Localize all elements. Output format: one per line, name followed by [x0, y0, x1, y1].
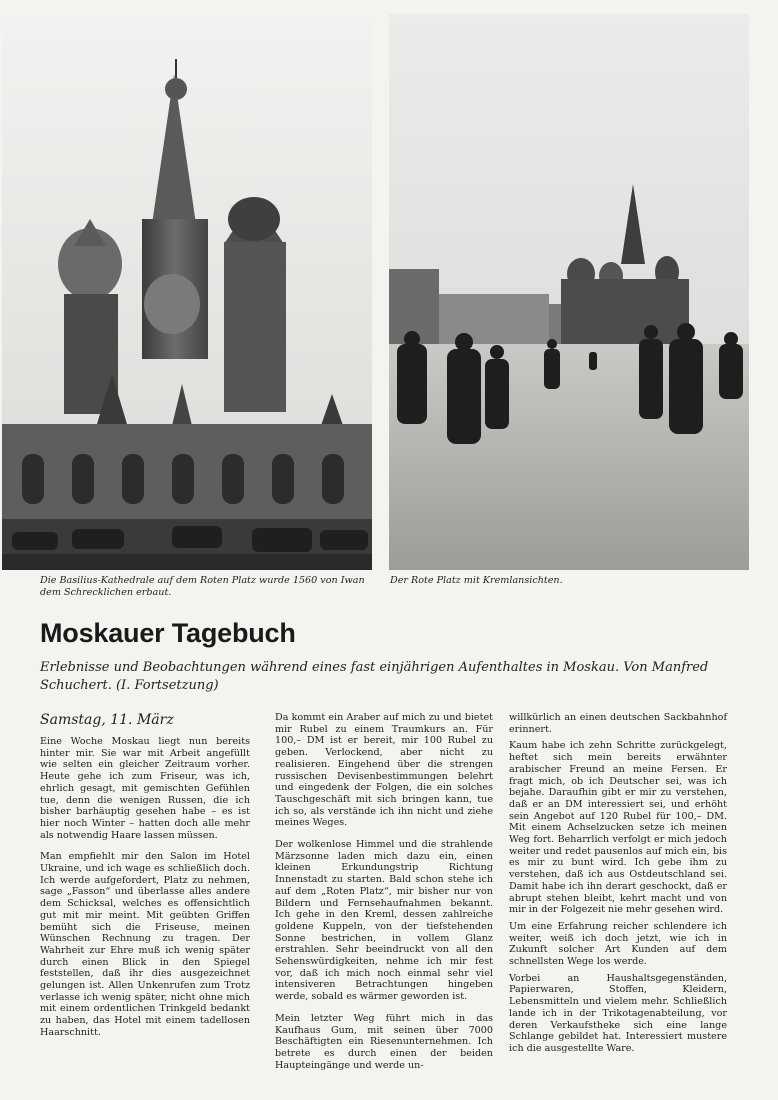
paragraph: Man empfiehlt mir den Salon im Hotel Ukraine, und ich wage es schließlich doch. Ich werde aufgefordert, Platz zu nehmen, sage „Fasson“ und überlasse alles andere dem Schicksal, welches es offensichtlich gut mit mir meint. Mit geübten Griffen bemüht sich die Friseuse, meinen Wünschen Rechnung zu tragen. Der Wahrheit zur Ehre muß ich wenig später durch einen Blick in den Spiegel feststellen, daß ihr dies ausgezeichnet gelungen ist. Allen Unkenrufen zum Trotz verlasse ich wenig später, nicht ohne mich mit einem ordentlichen Trinkgeld bedankt zu haben, das Hotel mit einem tadellosen Haarschnitt.: [40, 851, 250, 1038]
cathedral-photo-icon: [2, 14, 372, 570]
article-title: Moskauer Tagebuch: [40, 618, 296, 648]
red-square-photo-icon: [389, 14, 749, 570]
paragraph: Um eine Erfahrung reicher schlendere ich weiter, weiß ich doch jetzt, wie ich in Zukunft solcher Art Kunden auf dem schnellsten Wege los werde.: [509, 920, 727, 968]
paragraph: Da kommt ein Araber auf mich zu und bietet mir Rubel zu einem Traumkurs an. Für 100,– DM ist er bereit, mir 100 Rubel zu geben. Verlockend, aber nicht zu realisieren. Eingehend über die strengen russischen Devisenbestimmungen belehrt und eingedenk der Folgen, die ein solches Tauschgeschäft mit sich bringen kann, tue ich so, als verstände ich ihn nicht und ziehe meines Weges.: [275, 712, 493, 829]
paragraph: Kaum habe ich zehn Schritte zurückgelegt, heftet sich mein bereits erwähnter arabischer Freund an meine Fersen. Er fragt mich, ob ich Deutscher sei, was ich bejahe. Daraufhin gibt er mir zu verstehen, daß er an DM interessiert sei, und erhöht sein Angebot auf 120 Rubel für 100,– DM. Mit einem Achselzucken setze ich meinen Weg fort. Beharrlich verfolgt er mich jedoch weiter und redet pausenlos auf mich ein, bis es mir zu bunt wird. Ich gebe ihm zu verstehen, daß ich aus Ostdeutschland sei. Damit habe ich ihn derart geschockt, daß er abrupt stehen bleibt, kehrt macht und von mir in der Folgezeit nie mehr gesehen wird.: [509, 740, 727, 916]
paragraph: willkürlich an einen deutschen Sackbahnhof erinnert.: [509, 712, 727, 735]
caption-red-square: Der Rote Platz mit Kremlansichten.: [390, 575, 563, 586]
red-square-photo: [389, 14, 749, 570]
text-column-3: [509, 712, 727, 1060]
paragraph: Vorbei an Haushaltsgegenständen, Papierwaren, Stoffen, Kleidern, Lebensmitteln und vielem mehr. Schließlich lande ich in der Trikotagenabteilung, vor deren Verkaufstheke sich eine lange Schlange gebildet hat. Interessiert mustere ich die ausgestellte Ware.: [509, 972, 727, 1054]
text-column-1: [40, 712, 250, 1049]
dateline: Samstag, 11. März: [40, 712, 174, 728]
paragraph: Mein letzter Weg führt mich in das Kaufhaus Gum, mit seinen über 7000 Beschäftigten ein Riesenunternehmen. Ich betrete es durch einen der beiden Haupteingänge und werde un-: [275, 1012, 493, 1071]
article-subtitle: Erlebnisse und Beobachtungen während eines fast einjährigen Aufenthaltes in Moskau. Von Manfred Schuchert. (I. Fortsetzung): [40, 660, 709, 693]
paragraph: Eine Woche Moskau liegt nun bereits hinter mir. Sie war mit Arbeit angefüllt wie selten ein gleicher Zeitraum vorher. Heute gehe ich zum Friseur, was ich, ehrlich gesagt, mit gemischten Gefühlen tue, denn die wenigen Russen, die ich bisher barhäuptig gesehen habe – es ist hier noch Winter – hatten doch alle mehr als notwendig Haare lassen müssen.: [40, 736, 250, 841]
text-column-2: [275, 712, 493, 1081]
cathedral-photo: [2, 14, 372, 570]
caption-cathedral: Die Basilius-Kathedrale auf dem Roten Platz wurde 1560 von Iwan dem Schrecklichen erbaut.: [40, 575, 365, 598]
paragraph: Der wolkenlose Himmel und die strahlende Märzsonne laden mich dazu ein, einen kleinen Erkundungstrip Richtung Innenstadt zu starten. Bald schon stehe ich auf dem „Roten Platz“, mir bisher nur von Bildern und Fernsehaufnahmen bekannt. Ich gehe in den Kreml, dessen zahlreiche goldene Kuppeln, von der tiefstehenden Sonne bestrichen, in vollem Glanz erstrahlen. Sehr beeindruckt von all den Sehenswürdigkeiten, nehme ich mir fest vor, daß ich mich noch einmal sehr viel intensiveren Betrachtungen hingeben werde, sobald es wärmer geworden ist.: [275, 839, 493, 1003]
